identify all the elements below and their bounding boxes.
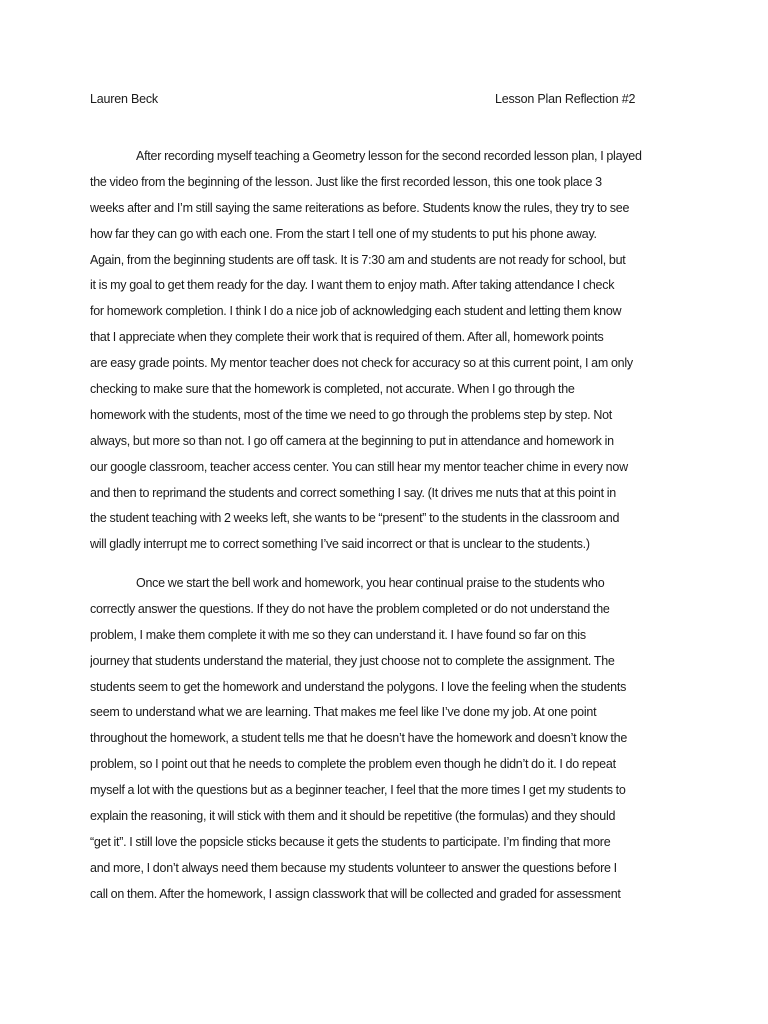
text-line: problem, so I point out that he needs to complete the problem even though he didn’t do it. I do repeat: [90, 757, 616, 772]
text-line: and more, I don’t always need them because my students volunteer to answer the questions before I: [90, 860, 617, 875]
text-line: explain the reasoning, it will stick with them and it should be repetitive (the formulas) and they should: [90, 809, 616, 824]
text-line: it is my goal to get them ready for the day. I want them to enjoy math. After taking attendance I check: [90, 278, 615, 293]
text-line: our google classroom, teacher access center. You can still hear my mentor teacher chime in every now: [90, 459, 628, 474]
document-title: Lesson Plan Reflection #2: [495, 92, 636, 106]
text-line: “get it”. I still love the popsicle sticks because it gets the students to participate. I’m finding that more: [90, 834, 611, 849]
text-line: will gladly interrupt me to correct something I’ve said incorrect or that is unclear to the students.): [90, 537, 590, 552]
text-line: always, but more so than not. I go off camera at the beginning to put in attendance and homework in: [90, 433, 614, 448]
paragraph-1: [90, 144, 678, 558]
text-line: homework with the students, most of the time we need to go through the problems step by step. Not: [90, 407, 613, 422]
text-line: correctly answer the questions. If they do not have the problem completed or do not understand the: [90, 601, 610, 616]
text-line: are easy grade points. My mentor teacher does not check for accuracy so at this current point, I am only: [90, 356, 633, 371]
text-line: journey that students understand the material, they just choose not to complete the assignment. The: [90, 653, 615, 668]
text-line: and then to reprimand the students and correct something I say. (It drives me nuts that at this point in: [90, 485, 617, 500]
text-line: Again, from the beginning students are off task. It is 7:30 am and students are not ready for school, but: [90, 252, 626, 267]
text-line: call on them. After the homework, I assign classwork that will be collected and graded for assessment: [90, 886, 621, 901]
text-line: for homework completion. I think I do a nice job of acknowledging each student and letting them know: [90, 304, 622, 319]
text-line: the video from the beginning of the lesson. Just like the first recorded lesson, this one took place 3: [90, 174, 602, 189]
document-header: [90, 92, 660, 112]
text-line: seem to understand what we are learning. That makes me feel like I’ve done my job. At one point: [90, 705, 597, 720]
text-line: problem, I make them complete it with me so they can understand it. I have found so far on this: [90, 627, 586, 642]
text-line: Once we start the bell work and homework, you hear continual praise to the students who: [136, 576, 605, 590]
text-line: weeks after and I’m still saying the same reiterations as before. Students know the rules, they try to see: [90, 200, 630, 215]
text-line: the student teaching with 2 weeks left, she wants to be “present” to the students in the classroom and: [90, 511, 620, 526]
text-line: After recording myself teaching a Geometry lesson for the second recorded lesson plan, I played: [136, 149, 642, 163]
text-line: myself a lot with the questions but as a beginner teacher, I feel that the more times I get my students to: [90, 783, 626, 798]
text-line: throughout the homework, a student tells me that he doesn’t have the homework and doesn’t know the: [90, 731, 628, 746]
text-line: checking to make sure that the homework is completed, not accurate. When I go through the: [90, 382, 575, 397]
text-line: how far they can go with each one. From the start I tell one of my students to put his phone away.: [90, 226, 597, 241]
text-line: students seem to get the homework and understand the polygons. I love the feeling when the students: [90, 679, 627, 694]
author-name: Lauren Beck: [90, 92, 158, 106]
paragraph-2: [90, 571, 678, 908]
text-line: that I appreciate when they complete their work that is required of them. After all, homework points: [90, 330, 604, 345]
